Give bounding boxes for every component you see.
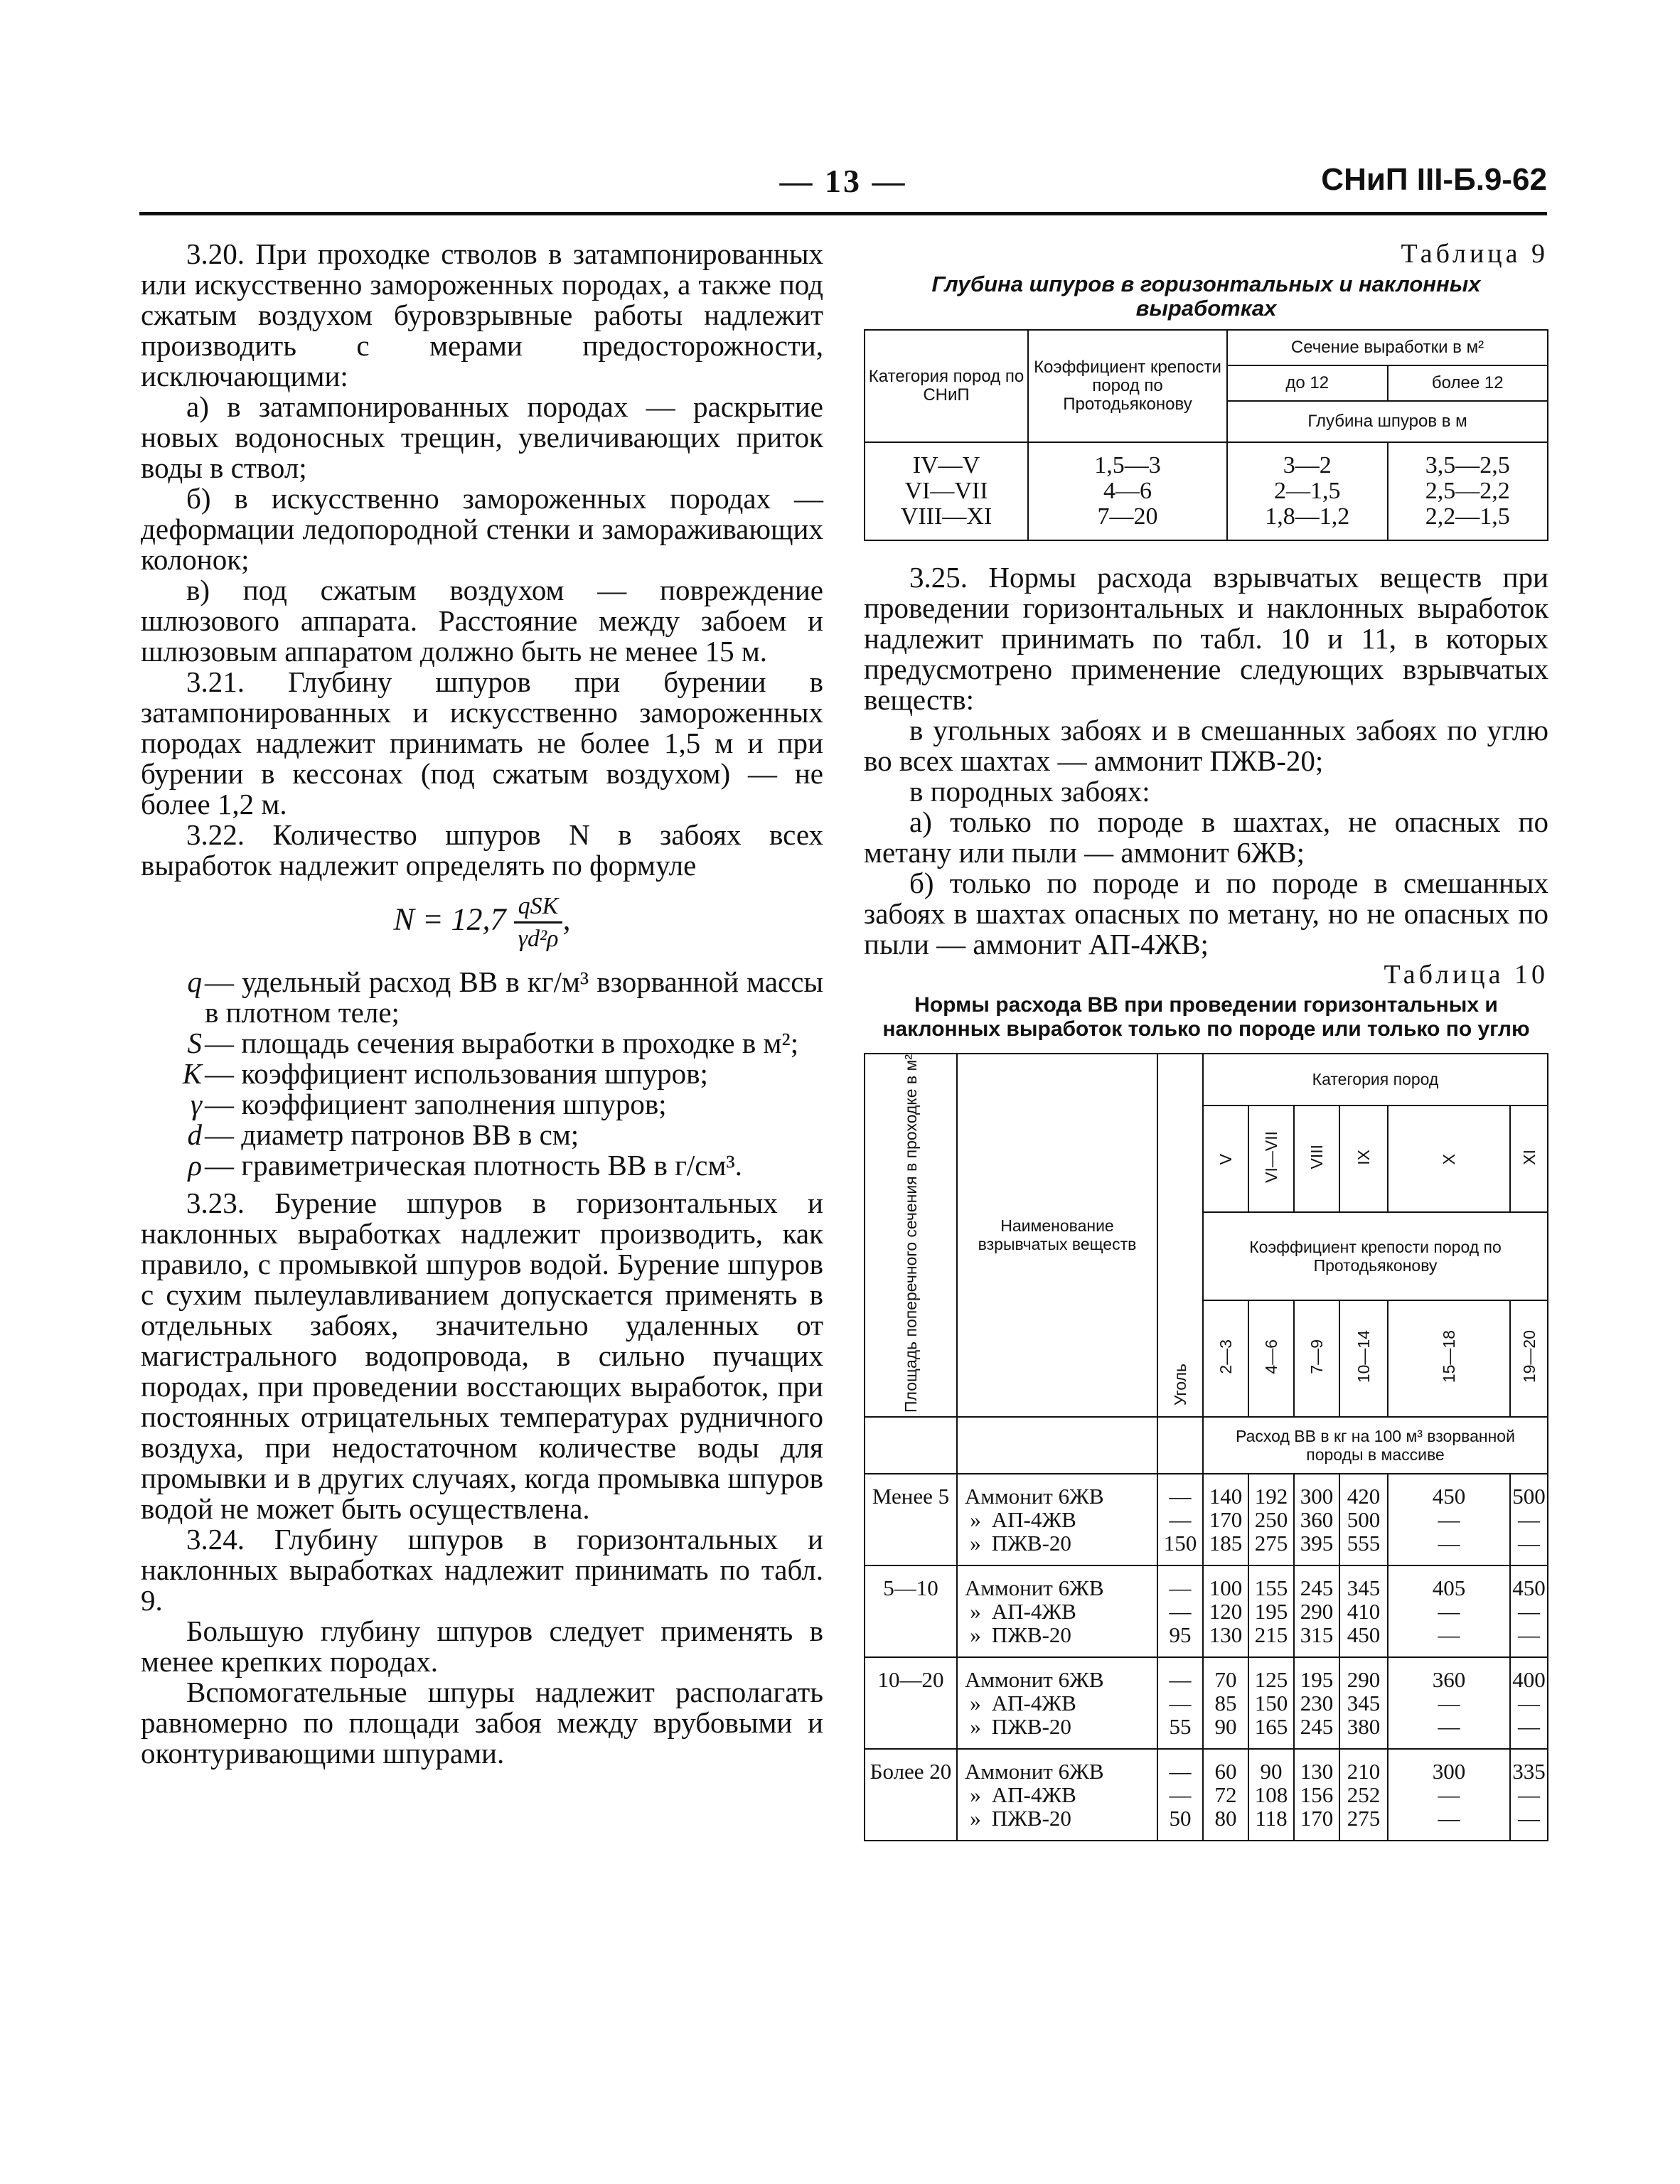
- table-10-cell: 125 150 165: [1248, 1657, 1294, 1749]
- table-10-cell: 405 — —: [1388, 1565, 1510, 1657]
- left-column: [141, 239, 823, 1769]
- definition-text: — удельный расход ВВ в кг/м³ взорванной массы в плотном теле;: [205, 965, 823, 1029]
- formula-fraction: [514, 891, 563, 954]
- table-10-cell: 90 108 118: [1248, 1749, 1294, 1841]
- table-10-header-coef: Коэффициент крепости пород по Протодьяконову: [1203, 1212, 1548, 1300]
- table-9-cell: IV—V VI—VII VIII—XI: [865, 442, 1028, 540]
- definition-item: [141, 967, 823, 1028]
- table-10-cat: VIII: [1294, 1106, 1339, 1213]
- table-10-header-name: Наименование взрывчатых веществ: [957, 1054, 1157, 1417]
- paragraph-3-22: 3.22. Количество шпуров N в забоях всех выработок надлежит определять по формуле: [141, 818, 823, 882]
- table-9-cell: 1,5—3 4—6 7—20: [1028, 442, 1227, 540]
- table-10-cell: 290 345 380: [1339, 1657, 1388, 1749]
- definition-text: — площадь сечения выработки в проходке в м²;: [205, 1027, 799, 1059]
- paragraph-3-20-c: в) под сжатым воздухом — повреждение шлюзового аппарата. Расстояние между забоем и шлюзовым аппаратом должно быть не менее 15 м.: [141, 574, 823, 668]
- formula-definitions: [141, 967, 823, 1181]
- table-10-cell: 210 252 275: [1339, 1749, 1388, 1841]
- table-10-cell: 140 170 185: [1203, 1474, 1248, 1565]
- table-10-cell: 335 — —: [1510, 1749, 1548, 1841]
- table-10-coef: 7—9: [1294, 1300, 1339, 1417]
- formula: [141, 891, 823, 954]
- table-10-cell: 345 410 450: [1339, 1565, 1388, 1657]
- formula-lhs: N = 12,7: [393, 901, 506, 937]
- table-9-cell: 3—2 2—1,5 1,8—1,2: [1227, 442, 1388, 540]
- paragraph-3-25-b: б) только по породе и по породе в смешанных забоях в шахтах опасных по метану, но не опасных по пыли — аммонит АП-4ЖВ;: [864, 867, 1548, 960]
- table-10-cat: X: [1388, 1106, 1510, 1213]
- table-10-header-coal: Уголь: [1157, 1054, 1203, 1417]
- table-9-header-section: Сечение выработки в м²: [1227, 330, 1548, 365]
- table-9-label: Таблица 9: [1401, 239, 1548, 269]
- table-10-cell: 300 360 395: [1294, 1474, 1339, 1565]
- table-10-coef: 4—6: [1248, 1300, 1294, 1417]
- table-10-names: Аммонит 6ЖВ » АП-4ЖВ » ПЖВ-20: [957, 1749, 1157, 1841]
- table-10-cat: V: [1203, 1106, 1248, 1213]
- definition-symbol: q: [187, 965, 202, 998]
- formula-denominator: γd²ρ: [518, 926, 559, 952]
- definition-symbol: ρ: [188, 1149, 202, 1182]
- definition-item: [141, 1150, 823, 1181]
- paragraph-3-25: 3.25. Нормы расхода взрывчатых веществ при проведении горизонтальных и наклонных выработок надлежит принимать по табл. 10 и 11, в которых предусмотрено применение следующих взрывчатых веществ:: [864, 561, 1548, 716]
- definition-item: [141, 1028, 823, 1059]
- table-10-cell: 155 195 215: [1248, 1565, 1294, 1657]
- paragraph-3-20-a: а) в затампонированных породах — раскрытие новых водоносных трещин, увеличивающих приток воды в ствол;: [141, 390, 823, 484]
- definition-symbol: S: [187, 1027, 202, 1059]
- table-10-cell: — — 50: [1157, 1749, 1203, 1841]
- definition-text: — коэффициент использования шпуров;: [205, 1057, 708, 1090]
- table-9-header-depth: Глубина шпуров в м: [1227, 401, 1548, 442]
- paragraph-3-25-rock: в породных забоях:: [909, 775, 1150, 808]
- table-10-cell: 192 250 275: [1248, 1474, 1294, 1565]
- table-10-cell: 450 — —: [1388, 1474, 1510, 1565]
- table-10-cell: 500 — —: [1510, 1474, 1548, 1565]
- definition-symbol: K: [182, 1057, 202, 1090]
- page-number: — 13 —: [779, 163, 907, 199]
- paragraph-3-25-a: а) только по породе в шахтах, не опасных по метану или пыли — аммонит 6ЖВ;: [864, 805, 1548, 869]
- table-10: [864, 1053, 1548, 1841]
- table-10-area: Более 20: [865, 1749, 957, 1841]
- table-10-coef: 10—14: [1339, 1300, 1388, 1417]
- table-10-group: [865, 1749, 1548, 1841]
- table-10-coef: 15—18: [1388, 1300, 1510, 1417]
- paragraph-3-20: 3.20. При проходке стволов в затампонированных или искусственно замороженных породах, а также под сжатым воздухом буровзрывные работы надлежит производить с мерами предосторожности, исключающими:: [141, 237, 823, 392]
- table-9-header-coefficient: Коэффициент крепости пород по Протодьяконову: [1028, 330, 1227, 442]
- table-9: [864, 329, 1548, 541]
- table-10-area: 5—10: [865, 1565, 957, 1657]
- table-10-group: [865, 1565, 1548, 1657]
- paragraph-3-23: 3.23. Бурение шпуров в горизонтальных и наклонных выработках надлежит производить, как правило, с промывкой шпуров водой. Бурение шпуров с сухим пылеулавливанием допускается применять в отдельных забоях, значительно удаленных от магистрального водопровода, в сильно пучащих породах, при проведении восстающих выработок, при постоянных отрицательных температурах рудничного воздуха, при недостаточном количестве воды для промывки и в других случаях, когда промывка шпуров водой не может быть осуществлена.: [141, 1187, 823, 1525]
- table-10-cell: 300 — —: [1388, 1749, 1510, 1841]
- table-10-area: 10—20: [865, 1657, 957, 1749]
- table-10-area: Менее 5: [865, 1474, 957, 1565]
- table-9-header-category: Категория пород по СНиП: [865, 330, 1028, 442]
- header-rule: [139, 212, 1547, 215]
- table-10-cell: 130 156 170: [1294, 1749, 1339, 1841]
- right-column: [864, 239, 1548, 1841]
- table-10-cell: 245 290 315: [1294, 1565, 1339, 1657]
- page-header: [139, 162, 1547, 212]
- table-10-cell: — — 55: [1157, 1657, 1203, 1749]
- formula-numerator: qSK: [514, 891, 563, 924]
- table-10-cell: — — 150: [1157, 1474, 1203, 1565]
- table-10-cat: IX: [1339, 1106, 1388, 1213]
- paragraph-3-25-coal: в угольных забоях и в смешанных забоях по углю во всех шахтах — аммонит ПЖВ-20;: [864, 714, 1548, 777]
- table-10-title: Нормы расхода ВВ при проведении горизонтальных и наклонных выработок только по породе или только по углю: [882, 993, 1530, 1041]
- table-10-cell: 360 — —: [1388, 1657, 1510, 1749]
- table-9-header-more: более 12: [1388, 365, 1548, 401]
- formula-tail: ,: [562, 901, 571, 937]
- paragraph-3-24: 3.24. Глубину шпуров в горизонтальных и наклонных выработках надлежит принимать по табл. 9.: [141, 1523, 823, 1617]
- table-10-cell: 70 85 90: [1203, 1657, 1248, 1749]
- table-10-names: Аммонит 6ЖВ » АП-4ЖВ » ПЖВ-20: [957, 1657, 1157, 1749]
- table-10-coef: 19—20: [1510, 1300, 1548, 1417]
- table-10-cat: VI—VII: [1248, 1106, 1294, 1213]
- right-text: [864, 562, 1548, 960]
- definition-text: — гравиметрическая плотность ВВ в г/см³.: [205, 1149, 742, 1182]
- table-9-header-upto: до 12: [1227, 365, 1388, 401]
- table-10-cat: XI: [1510, 1106, 1548, 1213]
- document-code: СНиП III-Б.9-62: [1321, 162, 1547, 197]
- table-10-group: [865, 1657, 1548, 1749]
- table-10-cell: 60 72 80: [1203, 1749, 1248, 1841]
- table-10-cell: 400 — —: [1510, 1657, 1548, 1749]
- table-10-cell: — — 95: [1157, 1565, 1203, 1657]
- definition-text: — коэффициент заполнения шпуров;: [205, 1088, 667, 1120]
- definition-item: [141, 1089, 823, 1120]
- table-10-names: Аммонит 6ЖВ » АП-4ЖВ » ПЖВ-20: [957, 1474, 1157, 1565]
- paragraph-3-20-b: б) в искусственно замороженных породах — деформации ледопородной стенки и замораживающих колонок;: [141, 482, 823, 576]
- definition-item: [141, 1059, 823, 1089]
- table-10-group: [865, 1474, 1548, 1565]
- table-10-header-category: Категория пород: [1203, 1054, 1548, 1106]
- table-10-header-consumption: Расход ВВ в кг на 100 м³ взорванной породы в массиве: [1203, 1417, 1548, 1474]
- table-10-cell: 195 230 245: [1294, 1657, 1339, 1749]
- paragraph-3-24-c: Вспомогательные шпуры надлежит располагать равномерно по площади забоя между врубовыми и оконтуривающими шпурами.: [141, 1676, 823, 1770]
- table-10-names: Аммонит 6ЖВ » АП-4ЖВ » ПЖВ-20: [957, 1565, 1157, 1657]
- table-10-header-area: Площадь поперечного сечения в проходке в м²: [865, 1054, 957, 1417]
- definition-item: [141, 1120, 823, 1150]
- definition-symbol: γ: [190, 1088, 202, 1120]
- table-9-cell: 3,5—2,5 2,5—2,2 2,2—1,5: [1388, 442, 1548, 540]
- table-10-cell: 100 120 130: [1203, 1565, 1248, 1657]
- definition-symbol: d: [187, 1118, 202, 1151]
- table-10-cell: 450 — —: [1510, 1565, 1548, 1657]
- definition-text: — диаметр патронов ВВ в см;: [205, 1118, 579, 1151]
- table-10-label: Таблица 10: [1384, 960, 1548, 990]
- table-10-coef: 2—3: [1203, 1300, 1248, 1417]
- paragraph-3-24-b: Большую глубину шпуров следует применять в менее крепких породах.: [141, 1615, 823, 1678]
- paragraph-3-21: 3.21. Глубину шпуров при бурении в затампонированных и искусственно замороженных породах надлежит принимать не более 1,5 м и при бурении в кессонах (под сжатым воздухом) — не более 1,2 м.: [141, 665, 823, 820]
- table-10-cell: 420 500 555: [1339, 1474, 1388, 1565]
- table-9-title: Глубина шпуров в горизонтальных и наклонных выработках: [931, 272, 1481, 321]
